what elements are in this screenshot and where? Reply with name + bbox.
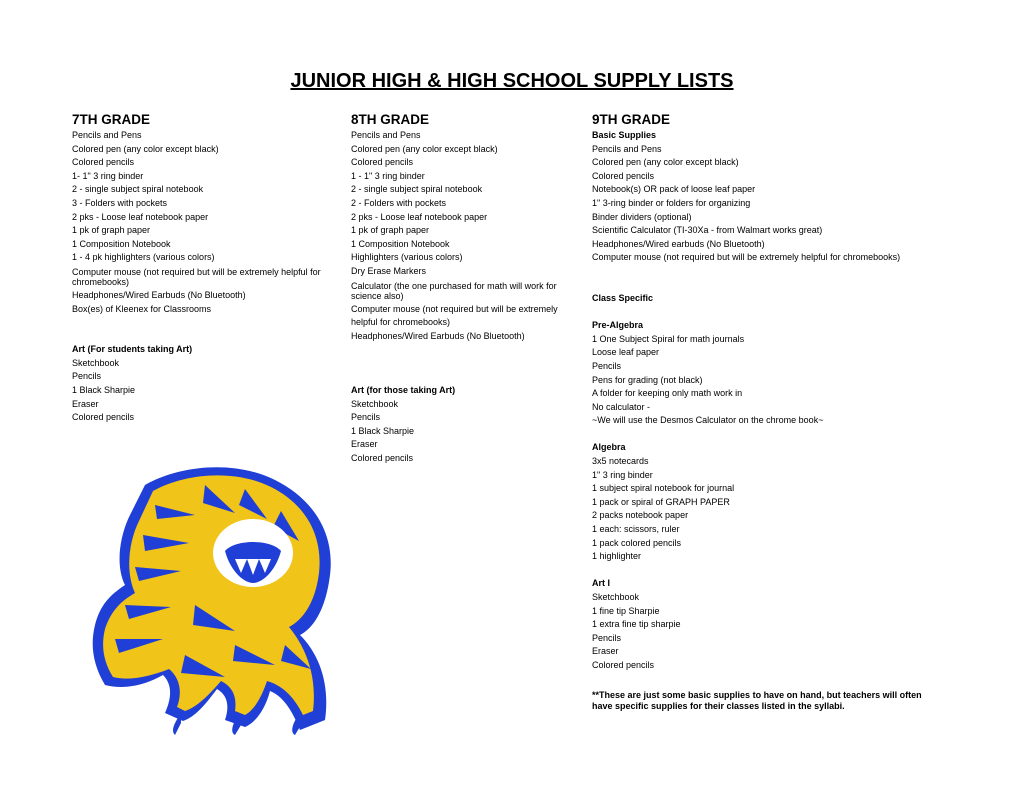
list-item: 1" 3-ring binder or folders for organizing bbox=[592, 197, 751, 208]
list-item: Headphones/Wired Earbuds (No Bluetooth) bbox=[72, 289, 246, 300]
wildcat-mascot-image bbox=[85, 455, 345, 735]
list-item: Colored pen (any color except black) bbox=[72, 143, 219, 154]
grade8-heading: 8TH GRADE bbox=[351, 112, 430, 127]
list-item: 1 subject spiral notebook for journal bbox=[592, 483, 735, 494]
list-item: 1 pk of graph paper bbox=[72, 225, 151, 236]
list-item: Colored pencils bbox=[592, 659, 655, 670]
list-item: A folder for keeping only math work in bbox=[592, 388, 743, 399]
list-item: 1 fine tip Sharpie bbox=[592, 605, 660, 616]
list-item: 1 each: scissors, ruler bbox=[592, 524, 680, 535]
list-item: 1 One Subject Spiral for math journals bbox=[592, 333, 745, 344]
algebra-heading: Algebra bbox=[592, 442, 626, 453]
list-item: Colored pencils bbox=[72, 412, 135, 423]
prealgebra-heading: Pre-Algebra bbox=[592, 320, 644, 331]
list-item: Headphones/Wired earbuds (No Bluetooth) bbox=[592, 238, 765, 249]
class-specific-heading: Class Specific bbox=[592, 292, 654, 303]
list-item: 1 pack or spiral of GRAPH PAPER bbox=[592, 496, 730, 507]
list-item: Colored pencils bbox=[592, 170, 655, 181]
list-item: Pencils bbox=[592, 632, 622, 643]
list-item: 1 Black Sharpie bbox=[351, 425, 415, 436]
list-item: 1" 3 ring binder bbox=[592, 469, 653, 480]
list-item: Colored pencils bbox=[351, 157, 414, 168]
list-item: 1- 1" 3 ring binder bbox=[72, 170, 144, 181]
list-item: 1 pack colored pencils bbox=[592, 537, 682, 548]
art-heading: Art (For students taking Art) bbox=[72, 344, 193, 355]
list-item: Pencils and Pens bbox=[592, 143, 662, 154]
list-item: Scientific Calculator (TI-30Xa - from Walmart works great) bbox=[592, 225, 823, 236]
grade8-column bbox=[351, 112, 566, 465]
list-item: Eraser bbox=[592, 646, 619, 657]
list-item: Sketchbook bbox=[592, 592, 640, 602]
list-item: Box(es) of Kleenex for Classrooms bbox=[72, 303, 212, 314]
page-title: JUNIOR HIGH & HIGH SCHOOL SUPPLY LISTS bbox=[290, 70, 734, 92]
list-item: 2 packs notebook paper bbox=[592, 510, 689, 521]
list-item: Computer mouse (not required but will be extremely helpful for chromebooks) bbox=[351, 303, 558, 328]
footnote: **These are just some basic supplies to have on hand, but teachers will often have specific supplies for their classes listed in the syllabi. bbox=[592, 690, 922, 712]
list-item: Headphones/Wired Earbuds (No Bluetooth) bbox=[351, 330, 525, 341]
art-heading: Art (for those taking Art) bbox=[351, 384, 456, 395]
list-item: Colored pen (any color except black) bbox=[351, 143, 498, 154]
list-item: 1 highlighter bbox=[592, 551, 642, 562]
list-item: Highlighters (various colors) bbox=[351, 252, 463, 263]
grade7-heading: 7TH GRADE bbox=[72, 112, 151, 127]
list-item: 1 Black Sharpie bbox=[72, 384, 136, 395]
list-item: ~We will use the Desmos Calculator on the chrome book~ bbox=[592, 415, 824, 426]
list-item: 1 pk of graph paper bbox=[351, 225, 430, 236]
list-item: Pencils and Pens bbox=[351, 130, 421, 140]
list-item: Binder dividers (optional) bbox=[592, 211, 692, 222]
list-item: Dry Erase Markers bbox=[351, 265, 427, 276]
basic-supplies-heading: Basic Supplies bbox=[592, 130, 657, 140]
grade9-column bbox=[592, 112, 952, 712]
list-item: 2 pks - Loose leaf notebook paper bbox=[72, 211, 209, 222]
list-item: 3x5 notecards bbox=[592, 456, 649, 467]
list-item: Pencils bbox=[72, 371, 102, 382]
list-item: Eraser bbox=[72, 398, 99, 409]
list-item: 2 - single subject spiral notebook bbox=[72, 184, 204, 195]
list-item: Calculator (the one purchased for math will work for science also) bbox=[351, 280, 557, 301]
list-item: 1 Composition Notebook bbox=[72, 238, 171, 249]
list-item: Colored pencils bbox=[72, 157, 135, 168]
list-item: Pencils and Pens bbox=[72, 130, 142, 140]
grade9-heading: 9TH GRADE bbox=[592, 112, 671, 127]
list-item: 3 - Folders with pockets bbox=[72, 197, 168, 208]
list-item: Notebook(s) OR pack of loose leaf paper bbox=[592, 184, 756, 195]
list-item: 2 - Folders with pockets bbox=[351, 197, 447, 208]
list-item: Pencils bbox=[592, 360, 622, 371]
list-item: Pencils bbox=[351, 412, 381, 423]
list-item: Sketchbook bbox=[351, 398, 399, 409]
list-item: Colored pencils bbox=[351, 452, 414, 463]
list-item: Eraser bbox=[351, 439, 378, 450]
list-item: 1 - 1" 3 ring binder bbox=[351, 170, 425, 181]
grade7-column bbox=[72, 112, 322, 425]
list-item: 1 - 4 pk highlighters (various colors) bbox=[72, 252, 215, 263]
list-item: Computer mouse (not required but will be extremely helpful for chromebooks) bbox=[592, 252, 901, 263]
list-item: 1 extra fine tip sharpie bbox=[592, 619, 681, 630]
list-item: Sketchbook bbox=[72, 357, 120, 368]
list-item: 2 - single subject spiral notebook bbox=[351, 184, 483, 195]
list-item: 2 pks - Loose leaf notebook paper bbox=[351, 211, 488, 222]
list-item: 1 Composition Notebook bbox=[351, 238, 450, 249]
list-item: No calculator - bbox=[592, 401, 651, 412]
list-item: Pens for grading (not black) bbox=[592, 374, 703, 385]
list-item: Loose leaf paper bbox=[592, 347, 660, 358]
list-item: Colored pen (any color except black) bbox=[592, 157, 739, 168]
list-item: Computer mouse (not required but will be extremely helpful for chromebooks) bbox=[72, 266, 321, 287]
art-heading: Art I bbox=[592, 578, 610, 589]
